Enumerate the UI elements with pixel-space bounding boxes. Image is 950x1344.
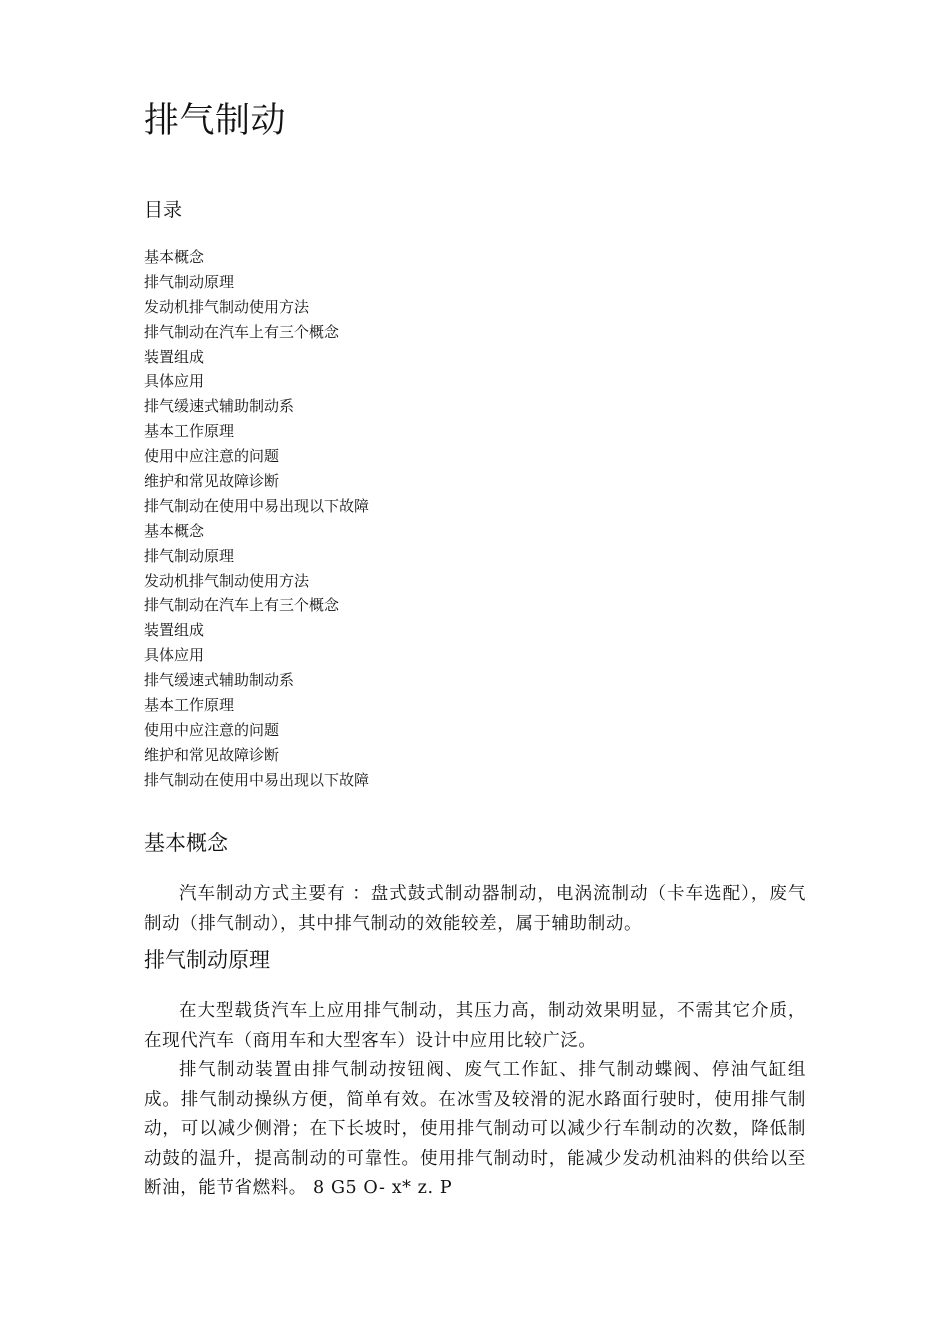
paragraph: 排气制动装置由排气制动按钮阀、废气工作缸、排气制动蝶阀、停油气缸组成。排气制动操纵方便，简单有效。在冰雪及较滑的泥水路面行驶时，使用排气制动，可以减少侧滑；在下长坡时，使用排气制动可以减少行车制动的次数，降低制动鼓的温升，提高制动的可靠性。使用排气制动时，能减少发动机油料的供给以至断油，能节省燃料。 8 G5 O- x* z. P: [144, 1060, 806, 1198]
toc-item[interactable]: 装置组成: [144, 621, 205, 640]
toc-item[interactable]: 发动机排气制动使用方法: [144, 297, 310, 316]
toc-item[interactable]: 维护和常见故障诊断: [144, 472, 280, 491]
paragraph: 汽车制动方式主要有 ：盘式鼓式制动器制动，电涡流制动（卡车选配），废气制动（排气制动），其中排气制动的效能较差，属于辅助制动。: [144, 884, 806, 934]
section-heading-basic-concept: 基本概念: [144, 831, 228, 855]
toc-item[interactable]: 基本工作原理: [144, 696, 235, 715]
toc-item[interactable]: 使用中应注意的问题: [144, 720, 280, 739]
toc-item[interactable]: 排气制动在使用中易出现以下故障: [144, 770, 370, 789]
toc-item[interactable]: 基本概念: [144, 521, 205, 540]
toc-item[interactable]: 排气缓速式辅助制动系: [144, 671, 295, 690]
toc-item[interactable]: 基本概念: [144, 248, 205, 266]
toc-item[interactable]: 排气制动在使用中易出现以下故障: [144, 496, 370, 515]
toc-item[interactable]: 发动机排气制动使用方法: [144, 571, 310, 590]
toc-item[interactable]: 排气制动在汽车上有三个概念: [144, 596, 340, 615]
toc-item[interactable]: 排气制动在汽车上有三个概念: [144, 322, 340, 341]
toc-item[interactable]: 排气制动原理: [144, 546, 235, 565]
toc-item[interactable]: 基本工作原理: [144, 422, 235, 441]
document-title: 排气制动: [144, 101, 287, 141]
toc-heading: 目录: [144, 199, 183, 221]
table-of-contents: [144, 245, 369, 793]
toc-item[interactable]: 维护和常见故障诊断: [144, 745, 280, 764]
toc-item[interactable]: 装置组成: [144, 347, 205, 366]
toc-item[interactable]: 具体应用: [144, 372, 205, 391]
toc-item[interactable]: 排气缓速式辅助制动系: [144, 397, 295, 416]
section-heading-principle: 排气制动原理: [144, 948, 270, 972]
toc-item[interactable]: 排气制动原理: [144, 272, 235, 291]
toc-item[interactable]: 使用中应注意的问题: [144, 447, 280, 466]
toc-item[interactable]: 具体应用: [144, 646, 205, 665]
paragraph: 在大型载货汽车上应用排气制动，其压力高，制动效果明显，不需其它介质，在现代汽车（商用车和大型客车）设计中应用比较广泛。: [144, 1001, 806, 1051]
